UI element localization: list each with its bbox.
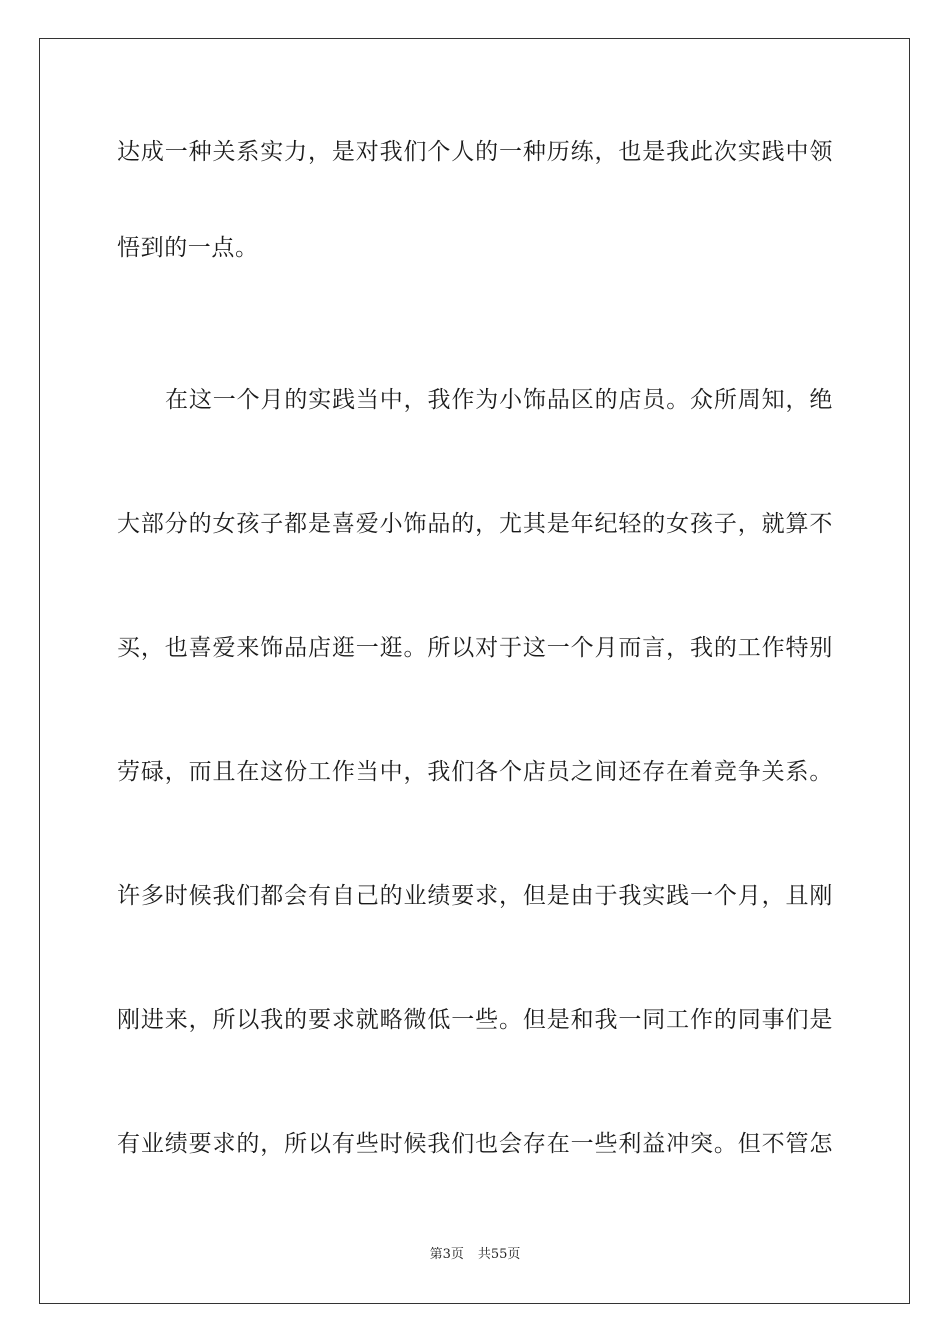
- text-line-8: 刚进来，所以我的要求就略微低一些。但是和我一同工作的同事们是: [117, 1007, 833, 1033]
- page-border: [39, 38, 910, 1304]
- text-line-1: 达成一种关系实力，是对我们个人的一种历练，也是我此次实践中领: [117, 139, 833, 165]
- page-number: 第3页: [429, 1247, 464, 1262]
- page-total: 共55页: [477, 1247, 521, 1262]
- text-line-9: 有业绩要求的，所以有些时候我们也会存在一些利益冲突。但不管怎: [117, 1131, 833, 1157]
- text-line-6: 劳碌，而且在这份工作当中，我们各个店员之间还存在着竞争关系。: [117, 759, 833, 785]
- text-line-7: 许多时候我们都会有自己的业绩要求，但是由于我实践一个月，且刚: [117, 883, 833, 909]
- text-line-2: 悟到的一点。: [117, 235, 259, 261]
- text-line-5: 买，也喜爱来饰品店逛一逛。所以对于这一个月而言，我的工作特别: [117, 635, 833, 661]
- text-line-3: 在这一个月的实践当中，我作为小饰品区的店员。众所周知，绝: [165, 387, 833, 413]
- text-line-4: 大部分的女孩子都是喜爱小饰品的，尤其是年纪轻的女孩子，就算不: [117, 511, 833, 537]
- page-footer: [0, 1246, 950, 1264]
